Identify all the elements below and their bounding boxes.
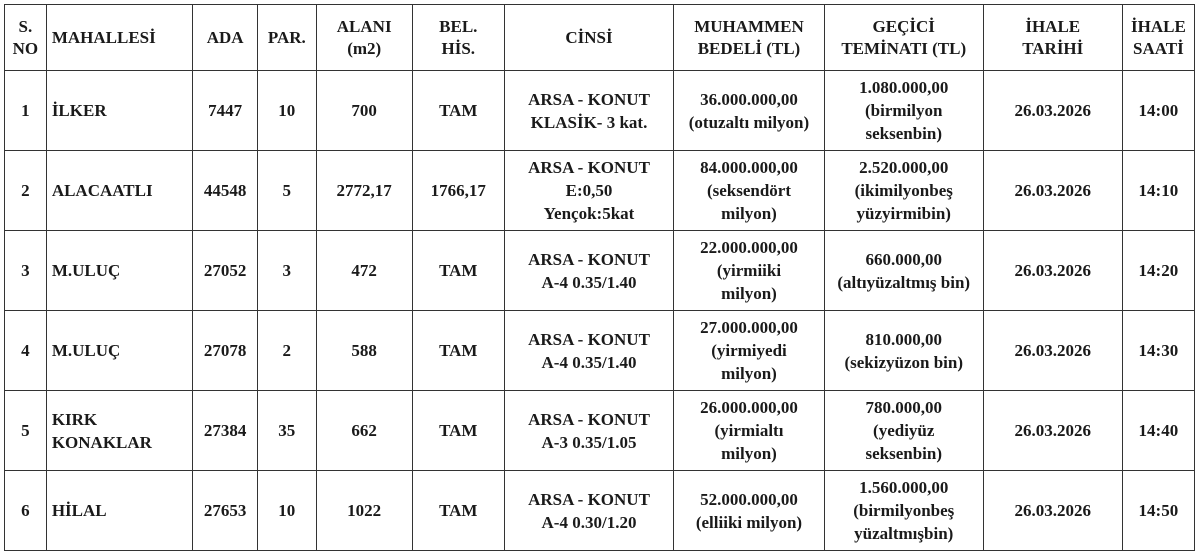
cell-line: 660.000,00 <box>865 249 942 269</box>
cell-saat: 14:50 <box>1122 471 1194 551</box>
table-row <box>5 311 1195 391</box>
cell-line: A-3 0.35/1.05 <box>541 432 637 452</box>
cell-teminat <box>824 391 983 471</box>
cell-line: 27.000.000,00 <box>700 318 798 337</box>
cell-line: ALACAATLI <box>51 181 153 200</box>
cell-line: ARSA - KONUT <box>528 249 650 269</box>
cell-saat: 14:40 <box>1122 391 1194 471</box>
cell-line: KONAKLAR <box>51 432 152 452</box>
cell-line: 22.000.000,00 <box>700 238 798 257</box>
cell-line: seksenbin) <box>865 124 942 143</box>
cell-line: (yirmiiki <box>716 261 782 280</box>
header-cinsi: CİNSİ <box>504 5 673 71</box>
cell-parsel: 3 <box>258 231 317 311</box>
cell-line: ARSA - KONUT <box>528 409 650 429</box>
cell-line: 1.080.000,00 <box>859 78 949 97</box>
cell-ada: 27653 <box>193 471 258 551</box>
header-mahallesi: MAHALLESİ <box>46 5 192 71</box>
cell-parsel: 35 <box>258 391 317 471</box>
cell-saat: 14:20 <box>1122 231 1194 311</box>
cell-no: 5 <box>5 391 47 471</box>
cell-line: M.ULUÇ <box>51 261 121 280</box>
cell-parsel: 10 <box>258 471 317 551</box>
cell-line: A-4 0.35/1.40 <box>541 352 637 372</box>
cell-ada: 7447 <box>193 71 258 151</box>
cell-saat: 14:00 <box>1122 71 1194 151</box>
cell-alan: 700 <box>316 71 412 151</box>
cell-no: 3 <box>5 231 47 311</box>
table-row <box>5 231 1195 311</box>
cell-line: ARSA - KONUT <box>528 89 650 109</box>
cell-muhammen <box>674 71 825 151</box>
cell-ada: 27078 <box>193 311 258 391</box>
cell-parsel: 2 <box>258 311 317 391</box>
cell-muhammen <box>674 231 825 311</box>
cell-line: yüzaltmışbin) <box>854 524 954 543</box>
cell-cinsi <box>504 391 673 471</box>
cell-mahalle <box>46 231 192 311</box>
cell-teminat <box>824 231 983 311</box>
cell-parsel: 5 <box>258 151 317 231</box>
cell-line: HİLAL <box>51 501 107 520</box>
cell-teminat <box>824 471 983 551</box>
cell-cinsi <box>504 311 673 391</box>
header-sno: S. NO <box>5 5 47 71</box>
cell-muhammen <box>674 391 825 471</box>
cell-mahalle <box>46 71 192 151</box>
cell-alan: 2772,17 <box>316 151 412 231</box>
cell-line: ARSA - KONUT <box>528 329 650 349</box>
cell-cinsi <box>504 231 673 311</box>
cell-no: 6 <box>5 471 47 551</box>
cell-line: (otuzaltı milyon) <box>688 112 810 132</box>
cell-line: KLASİK- 3 kat. <box>530 112 648 132</box>
cell-bel-his: TAM <box>412 71 504 151</box>
table-row <box>5 471 1195 551</box>
cell-line: 810.000,00 <box>865 329 942 349</box>
cell-bel-his: 1766,17 <box>412 151 504 231</box>
table-row <box>5 71 1195 151</box>
cell-muhammen <box>674 151 825 231</box>
cell-tarih: 26.03.2026 <box>983 231 1122 311</box>
cell-mahalle <box>46 151 192 231</box>
cell-teminat <box>824 71 983 151</box>
cell-cinsi <box>504 471 673 551</box>
cell-line: seksenbin) <box>865 444 942 463</box>
cell-line: M.ULUÇ <box>51 341 121 360</box>
cell-line: İLKER <box>51 101 107 120</box>
cell-line: ARSA - KONUT <box>528 158 650 177</box>
cell-alan: 472 <box>316 231 412 311</box>
cell-no: 4 <box>5 311 47 391</box>
cell-line: (altıyüzaltmış bin) <box>837 272 971 292</box>
cell-ada: 44548 <box>193 151 258 231</box>
cell-line: (ikimilyonbeş <box>854 181 953 200</box>
header-ada: ADA <box>193 5 258 71</box>
cell-tarih: 26.03.2026 <box>983 311 1122 391</box>
cell-alan: 662 <box>316 391 412 471</box>
header-muhammen-bedeli: MUHAMMEN BEDELİ (TL) <box>674 5 825 71</box>
cell-mahalle <box>46 391 192 471</box>
auction-table <box>4 4 1195 551</box>
cell-no: 2 <box>5 151 47 231</box>
cell-mahalle <box>46 311 192 391</box>
cell-parsel: 10 <box>258 71 317 151</box>
cell-no: 1 <box>5 71 47 151</box>
cell-line: (yediyüz <box>873 421 935 440</box>
cell-muhammen <box>674 471 825 551</box>
cell-line: milyon) <box>721 364 777 383</box>
cell-line: (yirmiyedi <box>711 341 787 360</box>
cell-line: E:0,50 <box>565 181 613 200</box>
cell-cinsi <box>504 71 673 151</box>
cell-tarih: 26.03.2026 <box>983 471 1122 551</box>
cell-tarih: 26.03.2026 <box>983 151 1122 231</box>
cell-bel-his: TAM <box>412 391 504 471</box>
cell-line: A-4 0.35/1.40 <box>541 272 637 292</box>
header-row <box>5 5 1195 71</box>
header-alani: ALANI (m2) <box>316 5 412 71</box>
table-row <box>5 391 1195 471</box>
cell-tarih: 26.03.2026 <box>983 71 1122 151</box>
cell-line: (seksendört <box>706 181 791 200</box>
header-bel-his: BEL. HİS. <box>412 5 504 71</box>
cell-line: milyon) <box>721 444 777 463</box>
cell-line: Yençok:5kat <box>543 204 635 223</box>
cell-bel-his: TAM <box>412 471 504 551</box>
cell-line: 780.000,00 <box>865 398 942 417</box>
cell-line: 1.560.000,00 <box>859 478 949 497</box>
header-ihale-saati: İHALE SAATİ <box>1122 5 1194 71</box>
cell-line: (birmilyonbeş <box>853 501 955 520</box>
cell-line: (elliiki milyon) <box>695 512 803 532</box>
cell-muhammen <box>674 311 825 391</box>
header-gecici-teminati: GEÇİCİ TEMİNATI (TL) <box>824 5 983 71</box>
header-ihale-tarihi: İHALE TARİHİ <box>983 5 1122 71</box>
cell-line: milyon) <box>721 204 777 223</box>
cell-line: yüzyirmibin) <box>856 204 951 223</box>
cell-mahalle <box>46 471 192 551</box>
cell-line: milyon) <box>721 284 777 303</box>
cell-ada: 27052 <box>193 231 258 311</box>
cell-line: (sekizyüzon bin) <box>844 352 963 372</box>
cell-line: (birmilyon <box>865 101 943 120</box>
cell-line: 2.520.000,00 <box>859 158 949 177</box>
cell-line: 26.000.000,00 <box>700 398 798 417</box>
cell-ada: 27384 <box>193 391 258 471</box>
cell-cinsi <box>504 151 673 231</box>
cell-bel-his: TAM <box>412 231 504 311</box>
cell-line: (yirmialtı <box>714 421 784 440</box>
cell-alan: 588 <box>316 311 412 391</box>
table-row <box>5 151 1195 231</box>
cell-saat: 14:30 <box>1122 311 1194 391</box>
cell-line: ARSA - KONUT <box>528 489 650 509</box>
cell-line: KIRK <box>51 409 98 429</box>
cell-tarih: 26.03.2026 <box>983 391 1122 471</box>
header-parsel: PAR. <box>258 5 317 71</box>
cell-bel-his: TAM <box>412 311 504 391</box>
cell-teminat <box>824 151 983 231</box>
cell-line: 84.000.000,00 <box>700 158 798 177</box>
cell-alan: 1022 <box>316 471 412 551</box>
cell-teminat <box>824 311 983 391</box>
cell-line: A-4 0.30/1.20 <box>541 512 637 532</box>
cell-line: 52.000.000,00 <box>700 489 798 509</box>
cell-saat: 14:10 <box>1122 151 1194 231</box>
cell-line: 36.000.000,00 <box>700 89 798 109</box>
